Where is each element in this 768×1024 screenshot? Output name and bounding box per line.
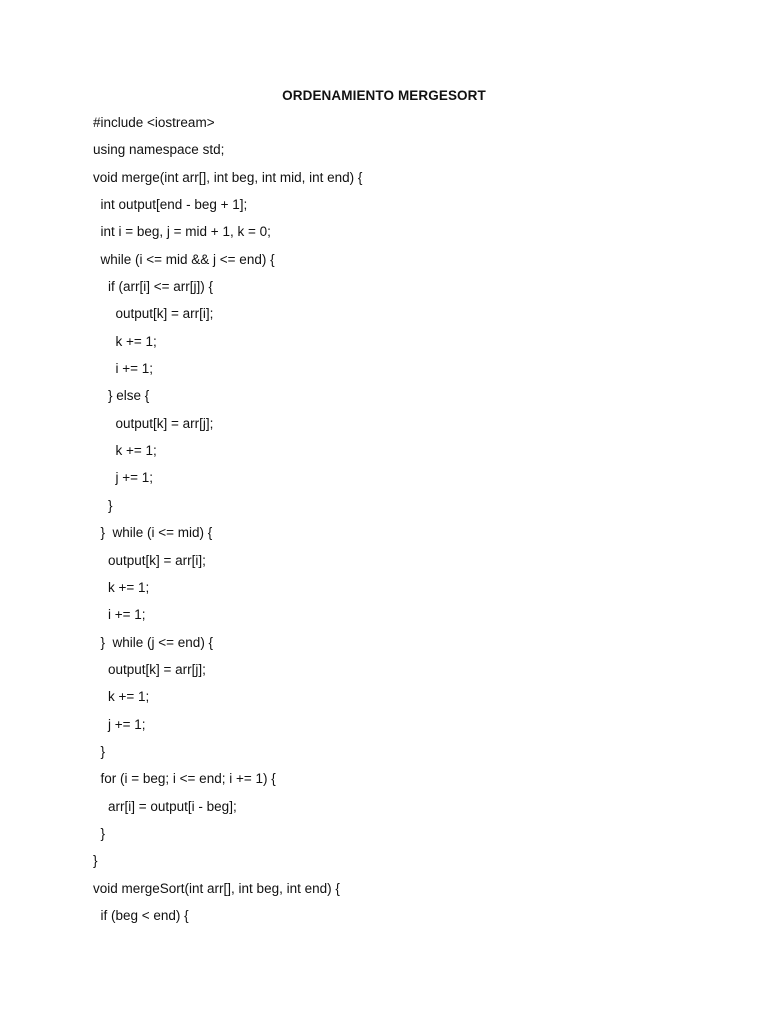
code-line: if (arr[i] <= arr[j]) { <box>93 279 214 295</box>
code-line: void mergeSort(int arr[], int beg, int end) { <box>93 880 340 896</box>
code-line: while (i <= mid && j <= end) { <box>93 251 275 267</box>
code-line: } <box>93 825 106 841</box>
code-line: k += 1; <box>93 443 157 459</box>
code-line: k += 1; <box>93 579 150 595</box>
code-line: } while (i <= mid) { <box>93 525 213 541</box>
code-line: } else { <box>93 388 150 404</box>
code-line: output[k] = arr[i]; <box>93 552 206 568</box>
code-line: } <box>93 743 106 759</box>
code-line: k += 1; <box>93 689 150 705</box>
code-line: output[k] = arr[j]; <box>93 661 206 677</box>
code-line: j += 1; <box>93 470 154 486</box>
code-line: i += 1; <box>93 607 146 623</box>
document-title: ORDENAMIENTO MERGESORT <box>282 88 486 103</box>
code-line: void merge(int arr[], int beg, int mid, int end) { <box>93 169 363 185</box>
code-line: #include <iostream> <box>93 115 215 130</box>
code-line: output[k] = arr[j]; <box>93 415 214 431</box>
code-line: if (beg < end) { <box>93 907 189 923</box>
code-listing <box>93 113 362 933</box>
code-line: j += 1; <box>93 716 146 732</box>
code-line: int output[end - beg + 1]; <box>93 197 248 213</box>
code-line: } <box>93 853 98 869</box>
code-line: for (i = beg; i <= end; i += 1) { <box>93 771 276 787</box>
code-line: using namespace std; <box>93 142 225 158</box>
code-line: int i = beg, j = mid + 1, k = 0; <box>93 224 271 240</box>
code-line: i += 1; <box>93 361 154 377</box>
code-line: k += 1; <box>93 333 157 349</box>
code-line: output[k] = arr[i]; <box>93 306 214 322</box>
code-line: } while (j <= end) { <box>93 634 214 650</box>
code-line: } <box>93 497 113 513</box>
code-line: arr[i] = output[i - beg]; <box>93 798 237 814</box>
